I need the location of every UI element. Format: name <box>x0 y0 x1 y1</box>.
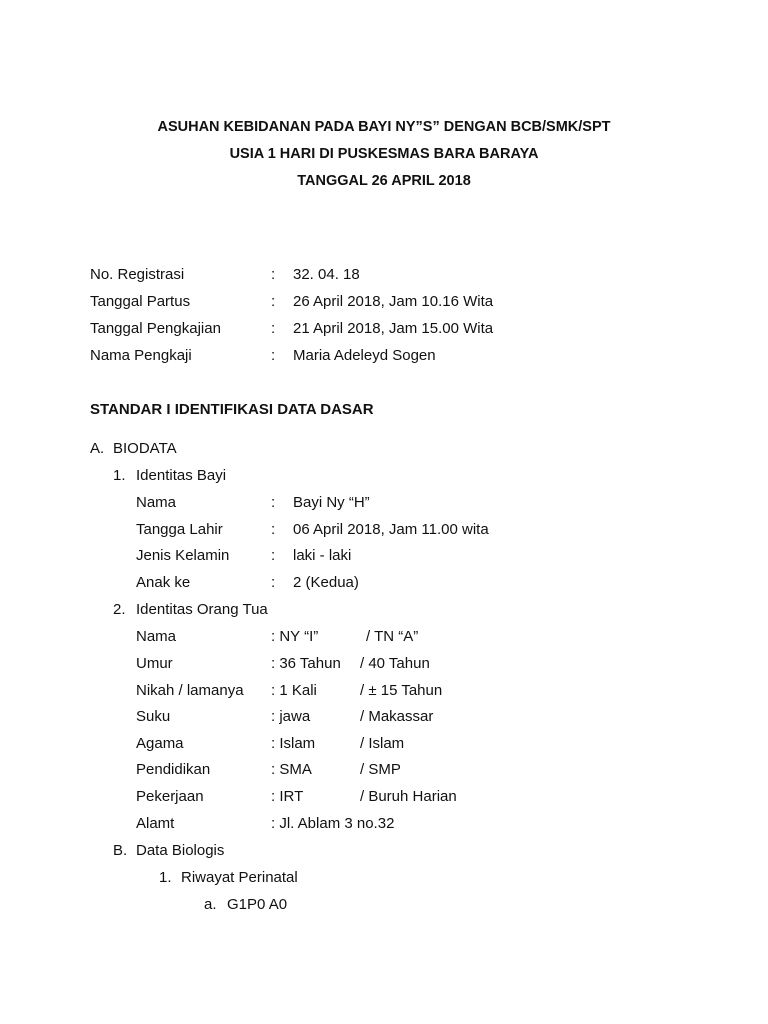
field-separator: : <box>271 521 276 538</box>
field-label: Alamt <box>136 815 175 832</box>
mother-value: : SMA <box>271 761 312 778</box>
field-value: 21 April 2018, Jam 15.00 Wita <box>293 320 494 337</box>
field-label: Suku <box>136 708 171 725</box>
field-label: Nikah / lamanya <box>136 682 244 699</box>
father-value: / Makassar <box>360 708 434 725</box>
field-separator: : <box>271 266 276 283</box>
field-label: Pendidikan <box>136 761 211 778</box>
father-value: / Buruh Harian <box>360 788 457 805</box>
father-value: / ± 15 Tahun <box>360 682 443 699</box>
document-title-line-1: ASUHAN KEBIDANAN PADA BAYI NY”S” DENGAN BCB/SMK/SPT <box>157 119 611 135</box>
mother-value: : 1 Kali <box>271 682 317 699</box>
father-value: / Islam <box>360 735 405 752</box>
perinatal-heading: Riwayat Perinatal <box>181 869 298 886</box>
field-separator: : <box>271 574 276 591</box>
field-label: No. Registrasi <box>90 266 185 283</box>
mother-value: : Islam <box>271 735 316 752</box>
perinatal-item: G1P0 A0 <box>227 896 288 913</box>
field-label: Tanggal Partus <box>90 293 191 310</box>
list-marker-b: B. <box>113 842 128 859</box>
field-label: Jenis Kelamin <box>136 547 230 564</box>
field-value: 2 (Kedua) <box>293 574 359 591</box>
parent-identity-heading: Identitas Orang Tua <box>136 601 268 618</box>
field-value: Maria Adeleyd Sogen <box>293 347 436 364</box>
mother-value: : jawa <box>271 708 311 725</box>
mother-value: : IRT <box>271 788 304 805</box>
field-label: Agama <box>136 735 184 752</box>
biodata-heading: BIODATA <box>113 440 177 457</box>
baby-identity-heading: Identitas Bayi <box>136 467 227 484</box>
mother-value: : 36 Tahun <box>271 655 341 672</box>
document-title-line-2: USIA 1 HARI DI PUSKESMAS BARA BARAYA <box>229 146 539 162</box>
field-separator: : <box>271 347 276 364</box>
mother-value: : NY “I” <box>271 628 319 645</box>
field-label: Anak ke <box>136 574 191 591</box>
list-marker-a: a. <box>204 896 217 913</box>
field-value: 26 April 2018, Jam 10.16 Wita <box>293 293 494 310</box>
field-value: 32. 04. 18 <box>293 266 360 283</box>
biologis-heading: Data Biologis <box>136 842 225 859</box>
field-label: Pekerjaan <box>136 788 204 805</box>
field-separator: : <box>271 320 276 337</box>
father-value: / TN “A” <box>366 628 419 645</box>
field-label: Tanggal Pengkajian <box>90 320 221 337</box>
list-marker-1: 1. <box>159 869 172 886</box>
field-value: 06 April 2018, Jam 11.00 wita <box>293 521 489 538</box>
field-value: laki - laki <box>293 547 352 564</box>
section-heading: STANDAR I IDENTIFIKASI DATA DASAR <box>90 401 374 418</box>
field-label: Tangga Lahir <box>136 521 223 538</box>
list-marker-1: 1. <box>113 467 126 484</box>
field-label: Umur <box>136 655 173 672</box>
field-label: Nama <box>136 628 177 645</box>
list-marker-a: A. <box>90 440 105 457</box>
field-value: Bayi Ny “H” <box>293 494 370 511</box>
field-separator: : <box>271 293 276 310</box>
document-title-line-3: TANGGAL 26 APRIL 2018 <box>297 173 471 189</box>
father-value: / SMP <box>360 761 401 778</box>
field-separator: : <box>271 494 276 511</box>
mother-value: : Jl. Ablam 3 no.32 <box>271 815 395 832</box>
father-value: / 40 Tahun <box>360 655 430 672</box>
field-label: Nama Pengkaji <box>90 347 192 364</box>
field-separator: : <box>271 547 276 564</box>
field-label: Nama <box>136 494 177 511</box>
list-marker-2: 2. <box>113 601 126 618</box>
